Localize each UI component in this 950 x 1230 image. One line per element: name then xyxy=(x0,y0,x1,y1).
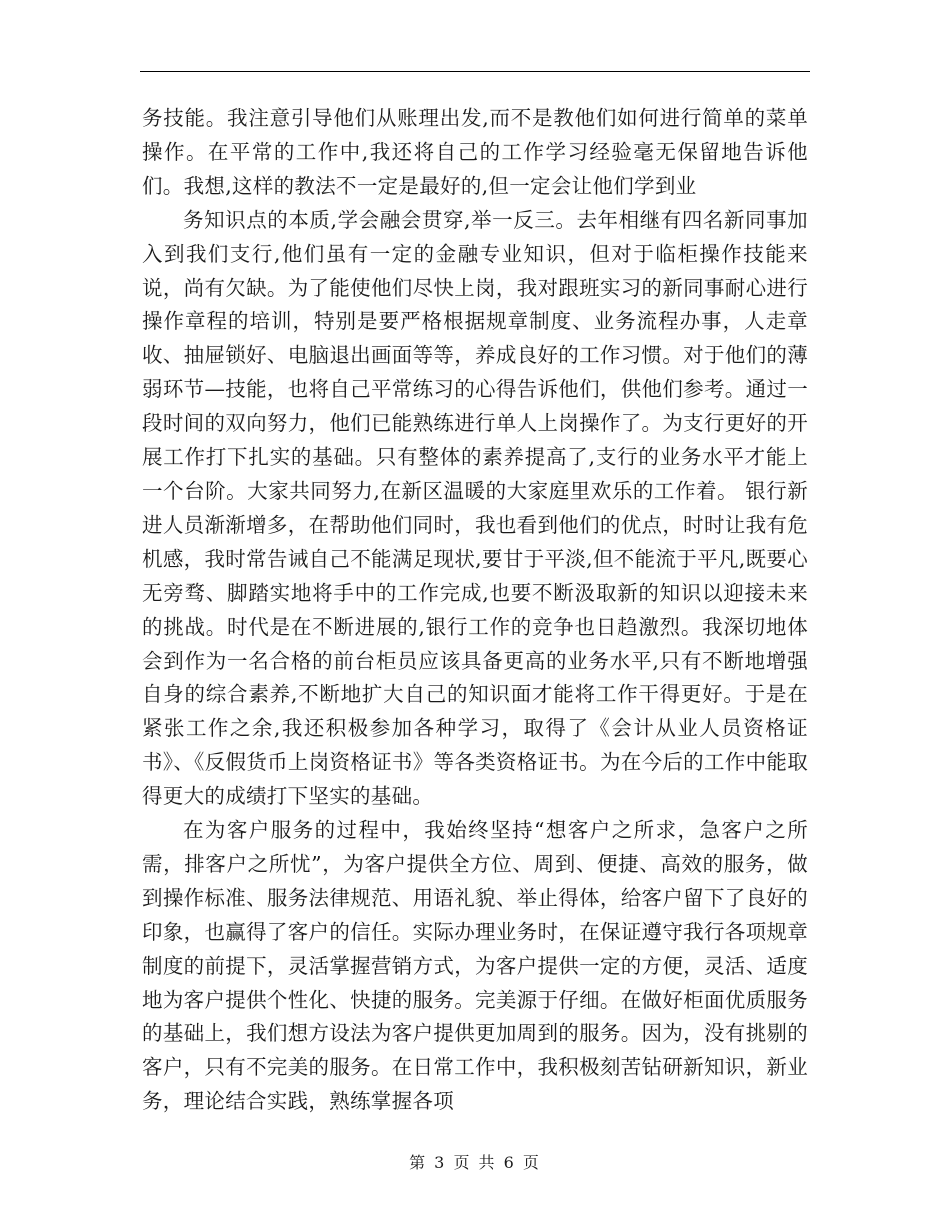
page-number-footer: 第 3 页 共 6 页 xyxy=(409,1153,541,1172)
paragraph-3: 在为客户服务的过程中，我始终坚持“想客户之所求，急客户之所需，排客户之所忧”，为客户提供全方位、周到、便捷、高效的服务，做到操作标准、服务法律规范、用语礼貌、举止得体，给客户留下了良好的印象，也赢得了客户的信任。实际办理业务时，在保证遵守我行各项规章制度的前提下，灵活掌握营销方式，为客户提供一定的方便，灵活、适度地为客户提供个性化、快捷的服务。完美源于仔细。在做好柜面优质服务的基础上，我们想方设法为客户提供更加周到的服务。因为，没有挑剔的客户，只有不完美的服务。在日常工作中，我积极刻苦钻研新知识，新业务，理论结合实践，熟练掌握各项 xyxy=(142,818,808,1114)
header-divider xyxy=(140,71,810,72)
paragraph-1: 务技能。我注意引导他们从账理出发,而不是教他们如何进行简单的菜单操作。在平常的工作中,我还将自己的工作学习经验毫无保留地告诉他们。我想,这样的教法不一定是最好的,但一定会让他们学到业 xyxy=(142,106,808,198)
body-text xyxy=(142,102,808,1119)
paragraph-2: 务知识点的本质,学会融会贯穿,举一反三。去年相继有四名新同事加入到我们支行,他们虽有一定的金融专业知识，但对于临柜操作技能来说，尚有欠缺。为了能使他们尽快上岗，我对跟班实习的新同事耐心进行操作章程的培训，特别是要严格根据规章制度、业务流程办事，人走章收、抽屉锁好、电脑退出画面等等，养成良好的工作习惯。对于他们的薄弱环节—技能，也将自己平常练习的心得告诉他们，供他们参考。通过一段时间的双向努力，他们已能熟练进行单人上岗操作了。为支行更好的开展工作打下扎实的基础。只有整体的素养提高了,支行的业务水平才能上一个台阶。大家共同努力,在新区温暖的大家庭里欢乐的工作着。 银行新进人员渐渐增多，在帮助他们同时，我也看到他们的优点，时时让我有危机感，我时常告诫自己不能满足现状,要甘于平淡,但不能流于平凡,既要心无旁骛、脚踏实地将手中的工作完成,也要不断汲取新的知识以迎接未来的挑战。时代是在不断进展的,银行工作的竞争也日趋激烈。我深切地体会到作为一名合格的前台柜员应该具备更高的业务水平,只有不断地增强自身的综合素养,不断地扩大自己的知识面才能将工作干得更好。于是在紧张工作之余,我还积极参加各种学习，取得了《会计从业人员资格证书》、《反假货币上岗资格证书》等各类资格证书。为在今后的工作中能取得更大的成绩打下坚实的基础。 xyxy=(142,207,808,809)
